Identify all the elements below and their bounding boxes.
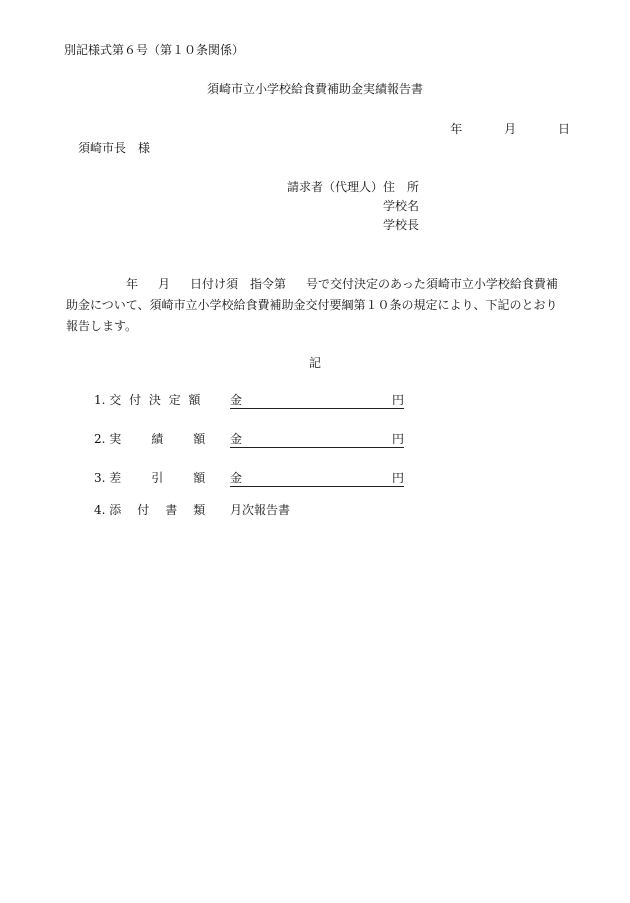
date-day: 日 [557, 122, 570, 136]
report-body [66, 274, 569, 337]
item-actual-amount [94, 431, 239, 447]
currency-label: 金 [230, 393, 243, 407]
item-number: 4. [94, 503, 106, 517]
unit-label: 円 [391, 471, 404, 485]
item-label: 添 付 書 類 [109, 503, 208, 517]
date-month: 月 [504, 122, 517, 136]
ki-heading: 記 [308, 356, 321, 370]
item-grant-amount [94, 392, 239, 408]
requester-school-name-label: 学校名 [383, 199, 420, 213]
body-part1: 日付け須 指令第 [190, 277, 287, 291]
actual-amount-field[interactable] [230, 431, 404, 448]
item-attachments [94, 502, 239, 518]
date-year: 年 [450, 122, 463, 136]
item-number: 1. [94, 393, 106, 407]
requester-principal-label: 学校長 [383, 218, 420, 232]
document-title: 須崎市立小学校給食費補助金実績報告書 [206, 82, 423, 96]
item-label: 交 付 決 定 額 [109, 393, 203, 407]
unit-label: 円 [391, 432, 404, 446]
currency-label: 金 [230, 471, 243, 485]
body-part2: 号で交付決定のあった須崎市立小学校給食費補助金について、須崎市立小学校給食費補助金交付要綱第１０条の規定により、下記のとおり報告します。 [66, 277, 558, 333]
item-difference-amount [94, 470, 239, 486]
addressee: 須崎市長 様 [78, 141, 151, 155]
item-number: 3. [94, 471, 106, 485]
form-number: 別記様式第６号（第１０条関係） [64, 43, 245, 57]
currency-label: 金 [230, 432, 243, 446]
attachments-value: 月次報告書 [230, 503, 291, 517]
grant-amount-field[interactable] [230, 392, 404, 409]
body-month: 月 [158, 277, 171, 291]
requester-label: 請求者（代理人） [287, 180, 384, 194]
difference-amount-field[interactable] [230, 470, 404, 487]
date-line [412, 121, 570, 137]
item-number: 2. [94, 432, 106, 446]
requester-address-label: 住 所 [383, 180, 420, 194]
body-year: 年 [126, 277, 139, 291]
item-label: 実 績 額 [109, 432, 208, 446]
unit-label: 円 [391, 393, 404, 407]
item-label: 差 引 額 [109, 471, 208, 485]
